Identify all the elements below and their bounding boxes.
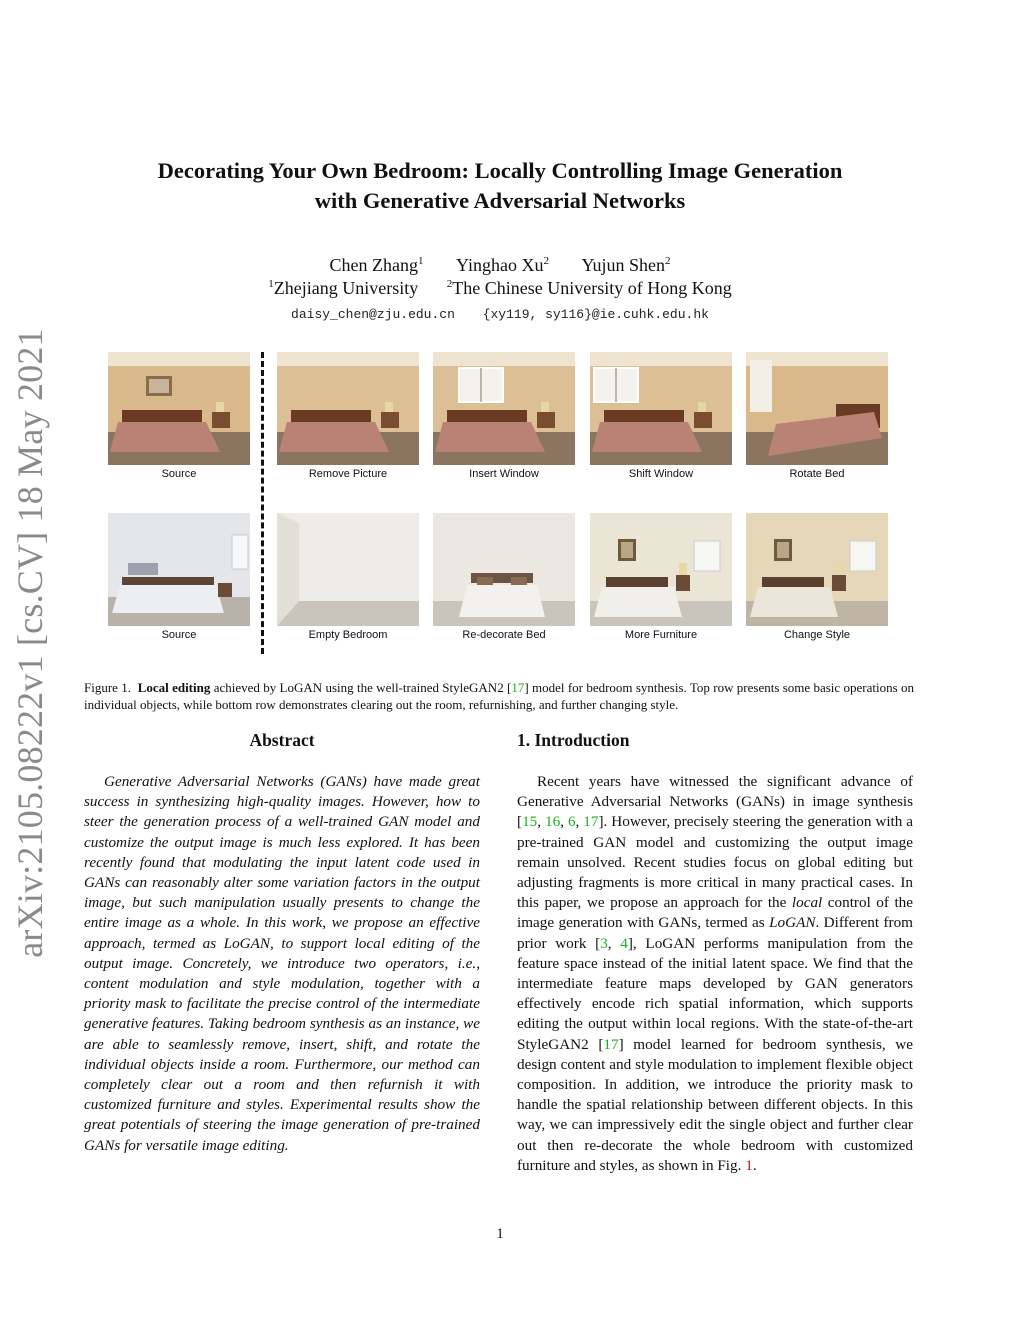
bedroom-image [277, 352, 419, 465]
citation-link[interactable]: 17 [583, 813, 599, 831]
author-list [100, 254, 900, 277]
panel-label: Source [161, 468, 197, 480]
bedroom-image [590, 513, 732, 626]
figure-panel [590, 513, 732, 641]
panel-label: Rotate Bed [789, 468, 845, 480]
affiliation: $^1$Zhejiang University [268, 278, 419, 298]
citation-link[interactable]: 17 [511, 680, 525, 695]
author: Chen Zhang$^1$ [329, 255, 424, 275]
figure-panel [108, 513, 250, 641]
affiliation-list [100, 277, 900, 300]
bedroom-image [108, 352, 250, 465]
email: {xy119, sy116}@ie.cuhk.edu.hk [482, 307, 709, 322]
bedroom-image [590, 352, 732, 465]
panel-label: Remove Picture [308, 468, 388, 480]
figure-caption: Figure 1. Local editing achieved by LoGAN using the well-trained StyleGAN2 [17] model for bedroom synthesis. Top row presents some basic operations on individual objects, while bottom row demonstrates clearing out the room, refurnishing, and further changing style. [84, 680, 914, 712]
citation-link[interactable]: 17 [603, 1035, 619, 1053]
title-line-1: Decorating Your Own Bedroom: Locally Controlling Image Generation [157, 158, 843, 183]
email: daisy_chen@zju.edu.cn [291, 307, 455, 322]
bedroom-image [277, 513, 419, 626]
abstract-heading: Abstract [249, 730, 315, 750]
citation-link[interactable]: 3 [600, 934, 608, 952]
panel-label: Empty Bedroom [308, 629, 388, 641]
figure-panel [590, 352, 732, 480]
bedroom-image [108, 513, 250, 626]
bedroom-image [433, 513, 575, 626]
page-number: 1 [496, 1226, 504, 1242]
figure-panel [746, 352, 888, 480]
figure-divider [261, 352, 264, 654]
figure-link[interactable]: 1 [745, 1156, 753, 1174]
citation-link[interactable]: 6 [567, 813, 576, 831]
bedroom-image [746, 352, 888, 465]
figure-panel [108, 352, 250, 480]
figure-panel [746, 513, 888, 641]
figure-panel [277, 513, 419, 641]
panel-label: Shift Window [628, 468, 694, 480]
introduction-heading: 1. Introduction [517, 730, 630, 750]
bedroom-image [433, 352, 575, 465]
author-block [100, 254, 900, 300]
panel-label: Re-decorate Bed [462, 629, 546, 641]
figure-panel [277, 352, 419, 480]
figure-panel [433, 352, 575, 480]
citation-link[interactable]: 15 [522, 813, 538, 831]
panel-label: More Furniture [624, 629, 698, 641]
affiliation: $^2$The Chinese University of Hong Kong [446, 278, 732, 298]
figure-panel [433, 513, 575, 641]
abstract-text: Generative Adversarial Networks (GANs) have made great success in synthesizing high-quality images. However, how to steer the generation process of a well-trained GAN model and customize the output image is much less explored. It has been recently found that modulating the input latent code used in GANs can reasonably alter some variation factors in the output image, but such manipulation usually presents to change the entire image as a whole. In this work, we propose an effective approach, termed as LoGAN, to support local editing of the output image. Concretely, we introduce two operators, i.e., content modulation and style modulation, together with a priority mask to facilitate the precise control of the intermediate generative features. Taking bedroom synthesis as an instance, we are able to seamlessly remove, insert, shift, and rotate the individual objects inside a room. Furthermore, our method can completely clear out a room and then refurnish it with customized furniture and styles. Experimental results show the great potentials of steering the image generation of pre-trained GANs for versatile image editing. [84, 773, 480, 1154]
introduction-text: Recent years have witnessed the significant advance of Generative Adversarial Networks (GANs) in image synthesis [15, 16, 6, 17]. However, precisely steering the generation with a pre-trained GAN model and customizing the output image remain unsolved. Recent studies focus on global editing but adjusting fragments is more critical in many practical cases. In this paper, we propose an approach for the local control of the image generation with GANs, termed as LoGAN. Different from prior work [3, 4], LoGAN performs manipulation from the feature space instead of the initial latent space. We find that the intermediate feature maps developed by GAN generators effectively encode rich spatial information, which supports editing the output within local regions. With the state-of-the-art StyleGAN2 [17] model learned for bedroom synthesis, we design content and style modulation to implement flexible object composition. In addition, we introduce the priority mask to handle the spatial relationship between different objects. In this way, we can impressively edit the single object and further clear out then re-decorate the whole bedroom with customized furniture and styles, as shown in Fig. 1. [517, 773, 914, 1174]
author: Yinghao Xu$^2$ [455, 255, 549, 275]
introduction-section [517, 730, 913, 1176]
bedroom-image [746, 513, 888, 626]
paper-title [100, 156, 900, 216]
email-list [100, 307, 900, 322]
title-line-2: with Generative Adversarial Networks [314, 188, 686, 213]
panel-label: Source [161, 629, 197, 641]
citation-link[interactable]: 4 [620, 934, 628, 952]
panel-label: Insert Window [469, 468, 539, 480]
citation-link[interactable]: 16 [545, 813, 561, 831]
arxiv-stamp: arXiv:2105.08222v1 [cs.CV] 18 May 2021 [10, 328, 50, 958]
panel-label: Change Style [783, 629, 851, 641]
author: Yujun Shen$^2$ [581, 255, 671, 275]
abstract-section [84, 730, 480, 1156]
